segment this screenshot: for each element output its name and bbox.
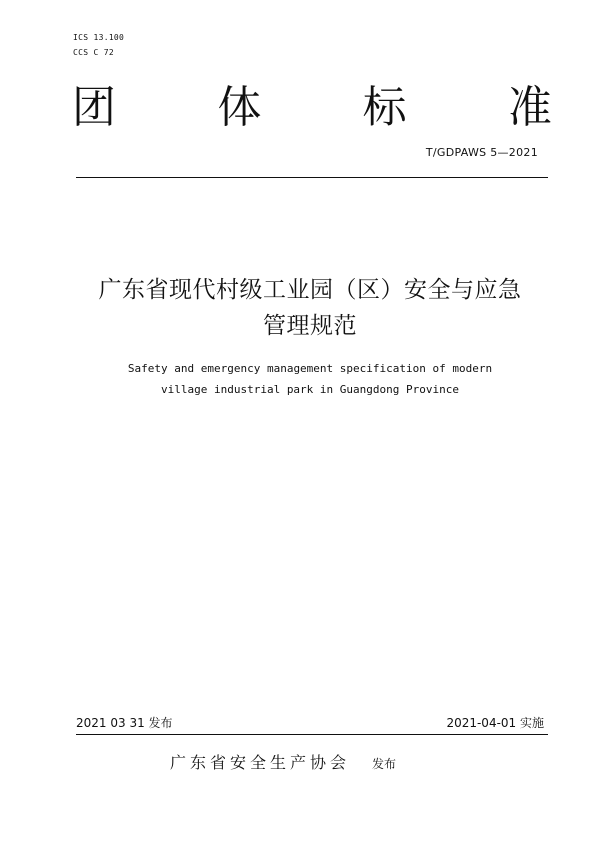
chinese-title-line-2: 管理规范 (263, 313, 357, 339)
publish-label: 发布 (372, 757, 397, 771)
implementation-date: 2021-04-01 实施 (446, 716, 544, 730)
issue-date: 2021 03 31 发布 (76, 716, 173, 730)
doc-type-char: 体 (217, 82, 262, 133)
footer-divider (76, 734, 548, 735)
standard-number: T/GDPAWS 5—2021 (425, 146, 538, 159)
doc-type-char: 团 (72, 82, 116, 133)
english-title (60, 358, 560, 400)
header-divider (76, 177, 548, 178)
chinese-title-line-1: 广东省现代村级工业园（区）安全与应急 (98, 277, 522, 303)
publisher-name: 广东省安全生产协会 (170, 753, 351, 772)
publisher-row (170, 750, 396, 773)
english-title-line-1: Safety and emergency management specification of modern (127, 362, 493, 375)
english-title-line-2: village industrial park in Guangdong Province (160, 383, 459, 396)
ccs-code: CCS C 72 (73, 48, 114, 57)
doc-type-char: 标 (362, 82, 407, 133)
ics-code: ICS 13.100 (73, 33, 125, 42)
classification-codes (73, 30, 124, 60)
document-type-heading (72, 82, 552, 134)
doc-type-char: 准 (507, 82, 552, 133)
chinese-title (60, 272, 560, 344)
